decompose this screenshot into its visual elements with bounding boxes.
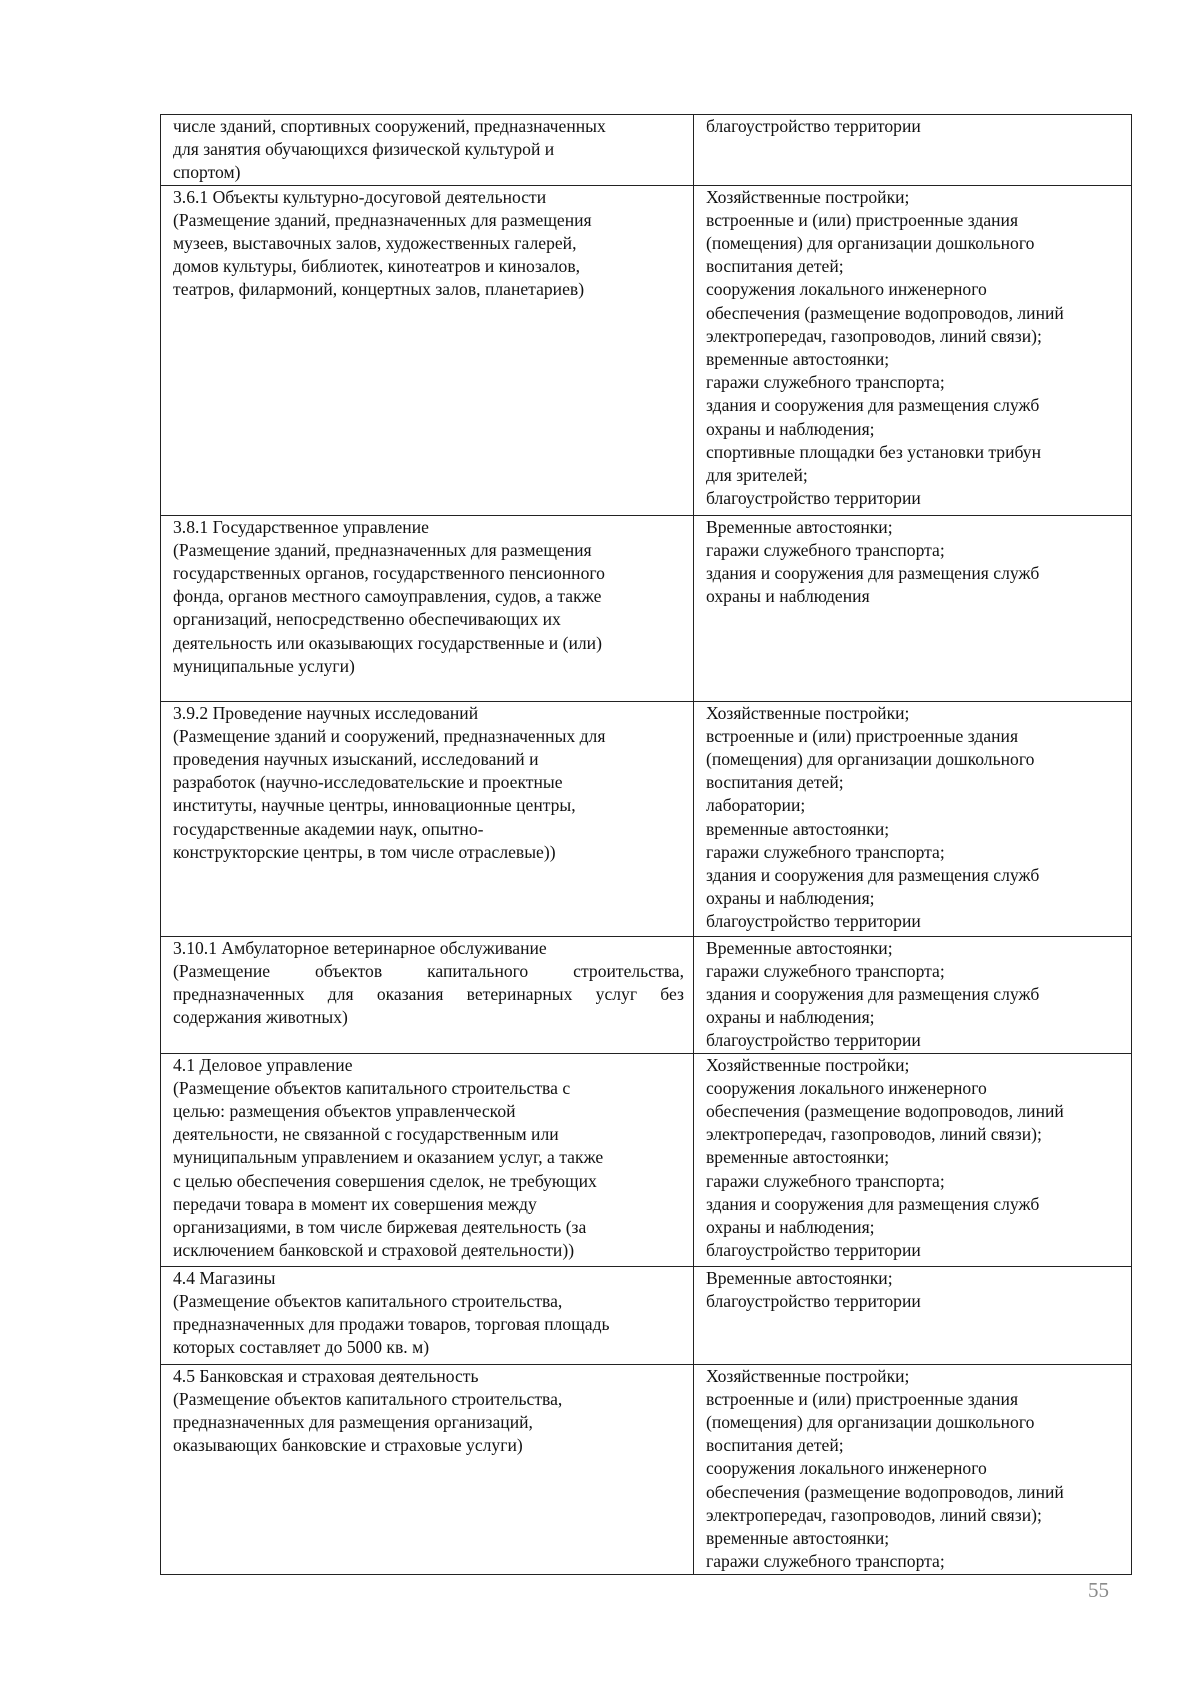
- cell-text-line: содержания животных): [173, 1007, 348, 1028]
- cell-text-line: (помещения) для организации дошкольного: [706, 749, 1035, 770]
- cell-text-line: встроенные и (или) пристроенные здания: [706, 725, 1019, 746]
- cell-text-line: числе зданий, спортивных сооружений, предназначенных: [173, 116, 606, 136]
- use-type-cell: [161, 701, 694, 936]
- cell-text-line: 4.4 Магазины: [173, 1267, 276, 1288]
- cell-text-line: воспитания детей;: [706, 1435, 844, 1456]
- cell-text-line: гаражи служебного транспорта;: [706, 841, 945, 862]
- cell-text-line: 3.6.1 Объекты культурно-досуговой деятельности: [173, 186, 547, 207]
- cell-text-line: исключением банковской и страховой деятельности)): [173, 1240, 575, 1261]
- cell-text-line: лаборатории;: [706, 795, 806, 816]
- table-row: [161, 1364, 1132, 1574]
- use-type-cell: [161, 936, 694, 1053]
- cell-text-line: воспитания детей;: [706, 256, 844, 277]
- cell-text-line: проведения научных изысканий, исследований и: [173, 749, 539, 770]
- cell-text-line: сооружения локального инженерного: [706, 1077, 987, 1098]
- cell-text-line: благоустройство территории: [706, 911, 921, 932]
- cell-text-line: гаражи служебного транспорта;: [706, 539, 945, 560]
- cell-text-line: (помещения) для организации дошкольного: [706, 233, 1035, 254]
- cell-text-line: оказывающих банковские и страховые услуги): [173, 1435, 523, 1456]
- cell-text-line: для зрителей;: [706, 465, 808, 486]
- cell-text-line: временные автостоянки;: [706, 818, 890, 839]
- cell-text-line: гаражи служебного транспорта;: [706, 960, 945, 981]
- cell-text-line: электропередач, газопроводов, линий связи);: [706, 1504, 1042, 1525]
- use-type-cell: [161, 515, 694, 701]
- cell-text-line: деятельности, не связанной с государственным или: [173, 1124, 559, 1145]
- cell-text-line: (Размещение объектов капитального строительства,: [173, 1388, 563, 1409]
- cell-text-line: которых составляет до 5000 кв. м): [173, 1337, 430, 1358]
- permitted-structures-cell: [694, 185, 1132, 515]
- cell-text-line: охраны и наблюдения;: [706, 888, 875, 909]
- cell-text-line: здания и сооружения для размещения служб: [706, 563, 1040, 584]
- cell-text-line: воспитания детей;: [706, 772, 844, 793]
- table-row: [161, 515, 1132, 701]
- cell-text-line: здания и сооружения для размещения служб: [706, 395, 1040, 416]
- cell-text-line: (Размещение зданий и сооружений, предназначенных для: [173, 725, 606, 746]
- cell-text-line: организациями, в том числе биржевая деятельность (за: [173, 1217, 587, 1238]
- cell-text-line: (Размещение объектов капитального строительства,: [173, 960, 684, 981]
- permitted-structures-cell: [694, 936, 1132, 1053]
- cell-text-line: домов культуры, библиотек, кинотеатров и кинозалов,: [173, 256, 581, 277]
- cell-text-line: предназначенных для размещения организаций,: [173, 1412, 533, 1433]
- cell-text-line: благоустройство территории: [706, 1290, 921, 1311]
- cell-text-line: обеспечения (размещение водопроводов, линий: [706, 302, 1064, 323]
- cell-text-line: охраны и наблюдения;: [706, 1217, 875, 1238]
- cell-text-line: (помещения) для организации дошкольного: [706, 1412, 1035, 1433]
- cell-text-line: Хозяйственные постройки;: [706, 1365, 910, 1386]
- cell-text-line: благоустройство территории: [706, 488, 921, 509]
- cell-text-line: временные автостоянки;: [706, 349, 890, 370]
- permitted-structures-cell: [694, 1364, 1132, 1574]
- cell-text-line: 3.8.1 Государственное управление: [173, 516, 429, 537]
- use-type-cell: [161, 1053, 694, 1266]
- cell-text-line: разработок (научно-исследовательские и проектные: [173, 772, 563, 793]
- cell-text-line: спортивные площадки без установки трибун: [706, 441, 1042, 462]
- cell-text-line: 3.9.2 Проведение научных исследований: [173, 702, 479, 723]
- cell-text-line: Временные автостоянки;: [706, 937, 893, 958]
- permitted-structures-cell: [694, 515, 1132, 701]
- cell-text-line: муниципальным управлением и оказанием услуг, а также: [173, 1147, 604, 1168]
- cell-text-line: гаражи служебного транспорта;: [706, 1170, 945, 1191]
- cell-text-line: передачи товара в момент их совершения между: [173, 1193, 537, 1214]
- cell-text-line: организаций, непосредственно обеспечивающих их: [173, 609, 561, 630]
- cell-text-line: фонда, органов местного самоуправления, судов, а также: [173, 586, 602, 607]
- use-type-cell: [161, 1266, 694, 1364]
- cell-text-line: (Размещение зданий, предназначенных для размещения: [173, 539, 592, 560]
- table-row: [161, 701, 1132, 936]
- use-type-cell: [161, 185, 694, 515]
- cell-text-line: музеев, выставочных залов, художественных галерей,: [173, 233, 577, 254]
- cell-text-line: сооружения локального инженерного: [706, 1458, 987, 1479]
- cell-text-line: временные автостоянки;: [706, 1147, 890, 1168]
- cell-text-line: гаражи служебного транспорта;: [706, 372, 945, 393]
- cell-text-line: гаражи служебного транспорта;: [706, 1551, 945, 1572]
- cell-text-line: 4.5 Банковская и страховая деятельность: [173, 1365, 479, 1386]
- cell-text-line: 3.10.1 Амбулаторное ветеринарное обслуживание: [173, 937, 547, 958]
- cell-text-line: благоустройство территории: [706, 1030, 921, 1051]
- cell-text-line: сооружения локального инженерного: [706, 279, 987, 300]
- cell-text-line: муниципальные услуги): [173, 655, 355, 676]
- cell-text-line: с целью обеспечения совершения сделок, не требующих: [173, 1170, 597, 1191]
- cell-text-line: временные автостоянки;: [706, 1528, 890, 1549]
- cell-text-line: обеспечения (размещение водопроводов, линий: [706, 1101, 1064, 1122]
- cell-text-line: предназначенных для оказания ветеринарных услуг без: [173, 984, 684, 1005]
- table-row: [161, 1053, 1132, 1266]
- cell-text-line: 4.1 Деловое управление: [173, 1054, 353, 1075]
- cell-text-line: институты, научные центры, инновационные центры,: [173, 795, 576, 816]
- cell-text-line: охраны и наблюдения: [706, 586, 870, 607]
- cell-text-line: для занятия обучающихся физической культурой и: [173, 139, 555, 160]
- cell-text-line: (Размещение зданий, предназначенных для размещения: [173, 209, 592, 230]
- cell-text-line: спортом): [173, 162, 241, 183]
- use-type-cell: [161, 1364, 694, 1574]
- cell-text-line: деятельность или оказывающих государственные и (или): [173, 632, 602, 653]
- cell-text-line: Хозяйственные постройки;: [706, 186, 910, 207]
- cell-text-line: встроенные и (или) пристроенные здания: [706, 209, 1019, 230]
- use-type-cell: [161, 115, 694, 186]
- cell-text-line: охраны и наблюдения;: [706, 1007, 875, 1028]
- land-use-table: [160, 114, 1132, 1575]
- table-row: [161, 185, 1132, 515]
- cell-text-line: электропередач, газопроводов, линий связи);: [706, 325, 1042, 346]
- table-body: [161, 115, 1132, 1575]
- table-row: [161, 1266, 1132, 1364]
- cell-text-line: целью: размещения объектов управленческой: [173, 1101, 516, 1122]
- cell-text-line: Временные автостоянки;: [706, 1267, 893, 1288]
- cell-text-line: благоустройство территории: [706, 116, 921, 136]
- cell-text-line: государственные академии наук, опытно-: [173, 818, 484, 839]
- cell-text-line: конструкторские центры, в том числе отраслевые)): [173, 841, 556, 862]
- cell-text-line: электропередач, газопроводов, линий связи);: [706, 1124, 1042, 1145]
- permitted-structures-cell: [694, 701, 1132, 936]
- cell-text-line: Хозяйственные постройки;: [706, 1054, 910, 1075]
- cell-text-line: Временные автостоянки;: [706, 516, 893, 537]
- cell-text-line: государственных органов, государственного пенсионного: [173, 563, 605, 584]
- cell-text-line: обеспечения (размещение водопроводов, линий: [706, 1481, 1064, 1502]
- page-number: 55: [1088, 1578, 1109, 1602]
- cell-text-line: Хозяйственные постройки;: [706, 702, 910, 723]
- table-row: [161, 936, 1132, 1053]
- table-row: [161, 115, 1132, 186]
- permitted-structures-cell: [694, 1266, 1132, 1364]
- cell-text-line: (Размещение объектов капитального строительства с: [173, 1077, 571, 1098]
- cell-text-line: театров, филармоний, концертных залов, планетариев): [173, 279, 585, 300]
- cell-text-line: здания и сооружения для размещения служб: [706, 1193, 1040, 1214]
- cell-text-line: встроенные и (или) пристроенные здания: [706, 1388, 1019, 1409]
- cell-text-line: здания и сооружения для размещения служб: [706, 865, 1040, 886]
- cell-text-line: предназначенных для продажи товаров, торговая площадь: [173, 1314, 610, 1335]
- permitted-structures-cell: [694, 1053, 1132, 1266]
- cell-text-line: охраны и наблюдения;: [706, 418, 875, 439]
- permitted-structures-cell: [694, 115, 1132, 186]
- cell-text-line: (Размещение объектов капитального строительства,: [173, 1290, 563, 1311]
- cell-text-line: благоустройство территории: [706, 1240, 921, 1261]
- cell-text-line: здания и сооружения для размещения служб: [706, 984, 1040, 1005]
